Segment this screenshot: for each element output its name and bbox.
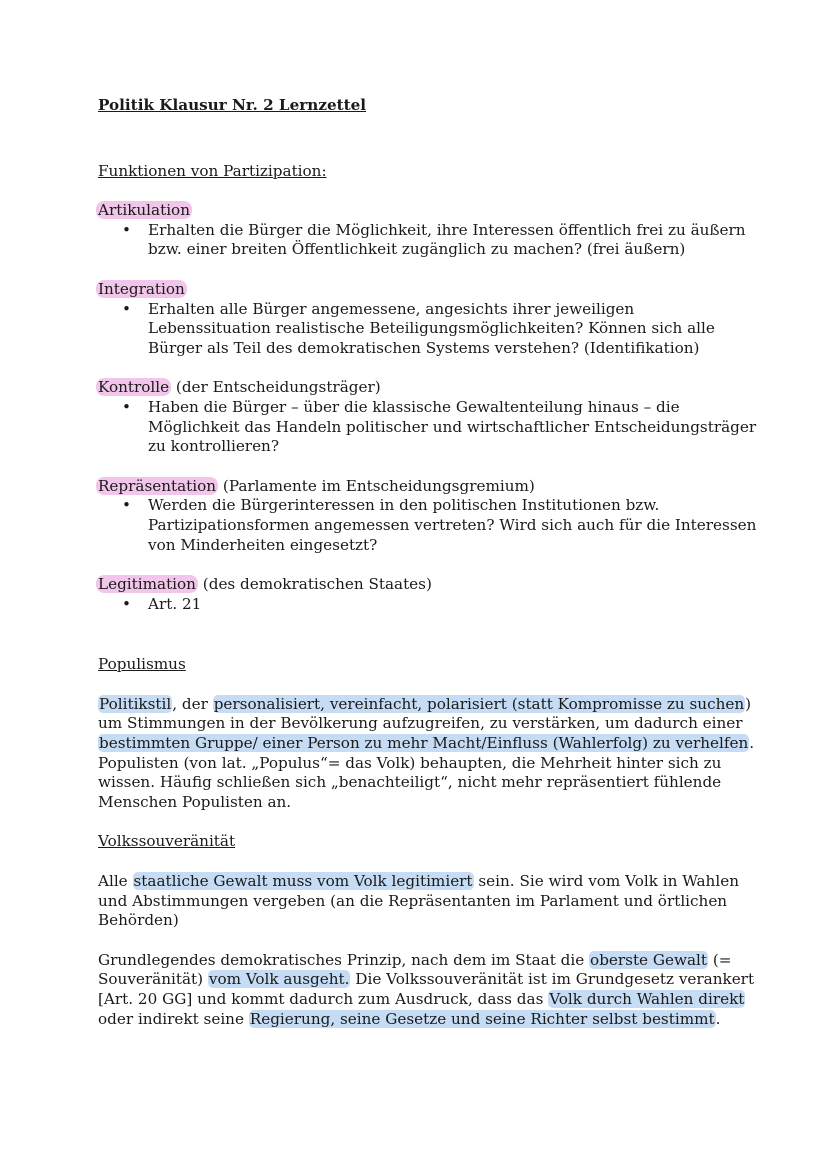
function-label: Artikulation <box>98 201 190 220</box>
function-note: (des demokratischen Staates) <box>197 575 432 594</box>
bullet-item: • Erhalten die Bürger die Möglichkeit, ihre Interessen öffentlich frei zu äußern bzw. einer breiten Öffentlichkeit zugänglich zu machen? (frei äußern) <box>148 221 758 260</box>
bullet-item: • Art. 21 <box>148 595 758 615</box>
highlight: staatliche Gewalt muss vom Volk legitimiert <box>133 872 473 891</box>
function-block-legitimation <box>98 575 758 614</box>
text-run: Alle <box>98 872 133 891</box>
function-note: (der Entscheidungsträger) <box>171 378 381 397</box>
text-run: sein. Sie wird vom Volk in Wahlen und Abstimmungen vergeben (an die Repräsentanten im Parlament und örtlichen Behörden) <box>98 872 739 930</box>
function-label: Legitimation <box>98 575 196 594</box>
section-heading-volkssouveraenitaet: Volkssouveränität <box>98 832 236 851</box>
function-label: Integration <box>98 279 185 298</box>
highlight: Politikstil <box>99 694 172 713</box>
text-run: Grundlegendes demokratisches Prinzip, nach dem im Staat die <box>98 950 590 969</box>
text-run: . <box>715 1009 721 1028</box>
text-run: . Populisten (von lat. „Populus“= das Volk) behaupten, die Mehrheit hinter sich zu wissen. Häufig schließen sich „benachteiligt“, nicht mehr repräsentiert fühlende Menschen Populisten an. <box>98 734 755 811</box>
bullet-item: • Haben die Bürger – über die klassische Gewaltenteilung hinaus – die Möglichkeit das Handeln politischer und wirtschaftlicher Entscheidungsträger zu kontrollieren? <box>148 398 758 457</box>
document-title: Politik Klausur Nr. 2 Lernzettel <box>98 96 367 114</box>
section-heading-populismus: Populismus <box>98 655 186 674</box>
highlight: personalisiert, vereinfacht, polarisiert (statt Kompromisse zu suchen <box>213 694 745 713</box>
text-run: Die Volkssouveränität ist im Grundgesetz verankert [Art. 20 GG] und kommt dadurch zum Ausdruck, dass das <box>98 970 755 1008</box>
document-page <box>98 96 758 1029</box>
text-run: oder indirekt seine <box>98 1009 249 1028</box>
function-label: Kontrolle <box>98 378 170 397</box>
bullet-item: • Werden die Bürgerinteressen in den politischen Institutionen bzw. Partizipationsformen angemessen vertreten? Wird sich auch für die Interessen von Minderheiten eingesetzt? <box>148 496 758 555</box>
function-block-integration <box>98 280 758 358</box>
bullet-item: • Erhalten alle Bürger angemessene, angesichts ihrer jeweiligen Lebenssituation realistische Beteiligungsmöglichkeiten? Können sich alle Bürger als Teil des demokratischen Systems verstehen? (Identifikation) <box>148 300 758 359</box>
function-note: (Parlamente im Entscheidungsgremium) <box>218 476 535 495</box>
function-block-repraesentation <box>98 477 758 555</box>
highlight: oberste Gewalt <box>590 950 708 969</box>
highlight: Regierung, seine Gesetze und seine Richter selbst bestimmt <box>249 1009 715 1028</box>
text-run: ) um Stimmungen in der Bevölkerung aufzugreifen, zu verstärken, um dadurch einer <box>98 694 752 733</box>
volk-paragraph-2 <box>98 951 758 1029</box>
populismus-paragraph <box>98 695 758 813</box>
function-block-artikulation <box>98 201 758 260</box>
section-heading-funktionen: Funktionen von Partizipation: <box>98 161 327 180</box>
text-run: , der <box>172 694 213 713</box>
highlight: Volk durch Wahlen direkt <box>549 990 745 1008</box>
highlight: bestimmten Gruppe/ einer Person zu mehr Macht/Einfluss (Wahlerfolg) zu verhelfen <box>99 734 749 753</box>
text-run: (= Souveränität) <box>98 950 732 989</box>
function-block-kontrolle <box>98 378 758 456</box>
function-label: Repräsentation <box>98 476 217 495</box>
volk-paragraph-1 <box>98 872 758 931</box>
highlight: vom Volk ausgeht. <box>208 970 350 989</box>
